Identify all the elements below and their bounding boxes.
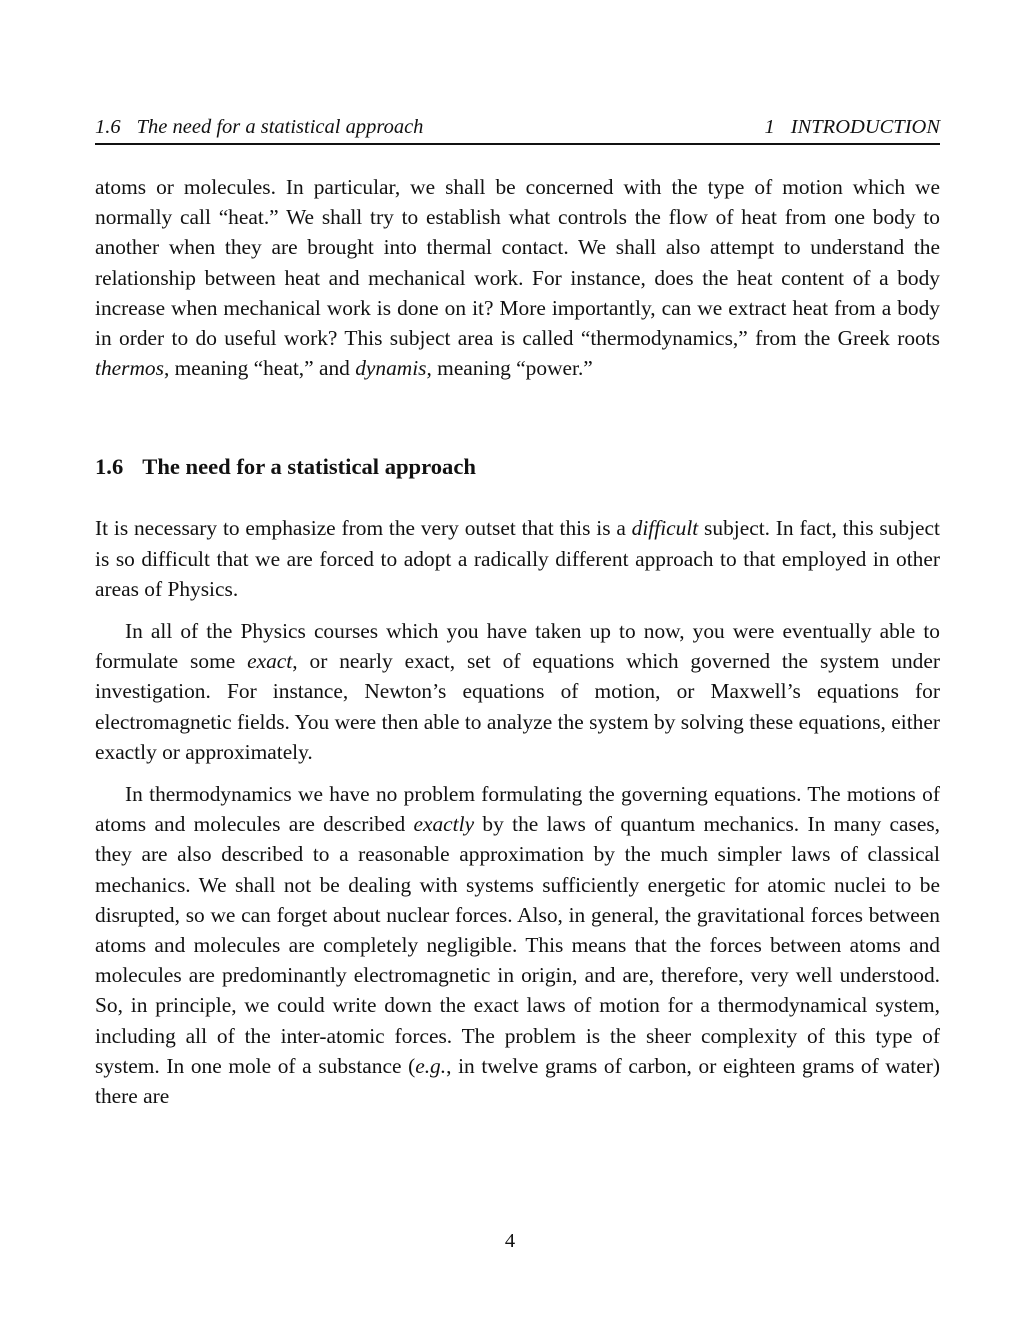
paragraph-thermodynamics-equations	[95, 779, 940, 1111]
text-run: In all of the Physics courses which you have taken up to now, you were eventually able to formulate some	[95, 619, 940, 674]
page-number: 4	[504, 1230, 516, 1252]
text-run: , meaning “heat,” and	[163, 356, 356, 381]
spacer	[95, 767, 940, 779]
running-head-chapter-title: INTRODUCTION	[790, 116, 940, 138]
text-run: subject. In fact, this subject is so difficult that we are forced to adopt a radically different approach to that employed in other areas of Physics.	[95, 516, 940, 601]
text-run: , in twelve grams of carbon, or eighteen grams of water) there are	[95, 1053, 940, 1109]
emphasis-exactly: exactly	[413, 812, 475, 837]
section-heading	[95, 453, 940, 481]
paragraph-physics-courses	[95, 616, 940, 767]
running-head-left	[95, 114, 423, 140]
running-head	[95, 114, 940, 140]
text-run: by the laws of quantum mechanics. In many cases, they are also described to a reasonable approximation by the much simpler laws of classical mechanics. We shall not be dealing with systems sufficiently energetic for atomic nuclei to be disrupted, so we can forget about nuclear forces. Also, in general, the gravitational forces between atoms and molecules are completely negligible. This means that the forces between atoms and molecules are predominantly electromagnetic in origin, and are, therefore, very well understood. So, in principle, we could write down the exact laws of motion for a thermodynamical system, including all of the inter-atomic forces. The problem is the sheer complexity of this type of system. In one mole of a substance (	[95, 812, 941, 1078]
spacer	[95, 604, 940, 616]
text-run: It is necessary to emphasize from the very outset that this is a	[95, 516, 632, 541]
running-head-right	[765, 114, 940, 140]
section-number: 1.6	[95, 454, 124, 480]
text-run: , meaning “power.”	[426, 356, 593, 381]
emphasis-eg: e.g.	[415, 1053, 447, 1078]
paragraph-continued-intro	[95, 172, 940, 383]
emphasis-exact: exact	[247, 649, 293, 674]
running-head-section-title: The need for a statistical approach	[136, 116, 424, 138]
page-content	[95, 172, 940, 1111]
emphasis-dynamis: dynamis	[355, 356, 427, 381]
paragraph-necessary-emphasize	[95, 513, 940, 604]
spacer	[95, 383, 940, 453]
spacer	[95, 481, 940, 513]
text-run: , or nearly exact, set of equations which governed the system under investigation. For instance, Newton’s equations of motion, or Maxwell’s equations for electromagnetic fields. You were then able to analyze the system by solving these equations, either exactly or approximately.	[95, 649, 940, 764]
running-head-rule	[95, 143, 940, 145]
emphasis-difficult: difficult	[631, 516, 699, 541]
emphasis-thermos: thermos	[95, 356, 164, 381]
running-head-section-number: 1.6	[95, 116, 121, 138]
section-title: The need for a statistical approach	[142, 454, 476, 480]
text-run: In thermodynamics we have no problem formulating the governing equations. The motions of atoms and molecules are described	[95, 782, 940, 837]
running-head-chapter-number: 1	[764, 116, 775, 138]
text-run: atoms or molecules. In particular, we shall be concerned with the type of motion which we normally call “heat.” We shall try to establish what controls the flow of heat from one body to another when they are brought into thermal contact. We shall also attempt to understand the relationship between heat and mechanical work. For instance, does the heat content of a body increase when mechanical work is done on it? More importantly, can we extract heat from a body in order to do useful work? This subject area is called “thermodynamics,” from the Greek roots	[95, 175, 940, 351]
